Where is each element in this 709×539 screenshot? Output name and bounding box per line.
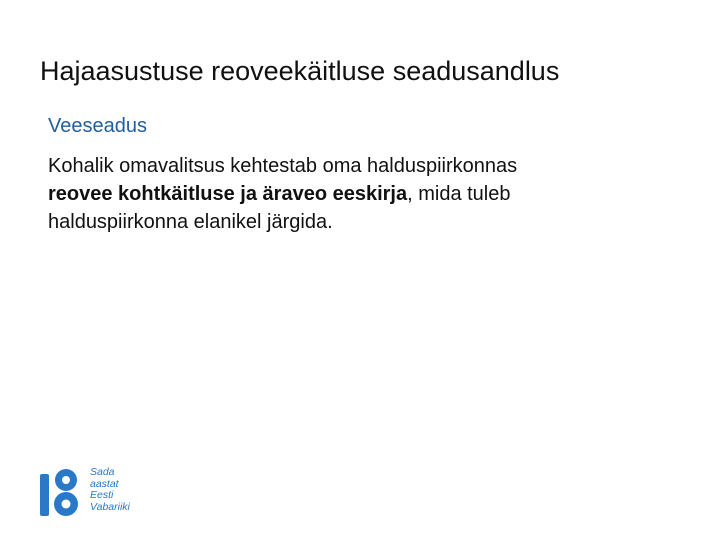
logo-line-3: Eesti [90, 489, 114, 501]
logo-wordmark [90, 467, 130, 513]
slide-title: Hajaasustuse reoveekäitluse seadusandlus [40, 56, 560, 86]
logo-line-1: Sada [90, 466, 115, 478]
body-line-1: Kohalik omavalitsus kehtestab oma halduspiirkonnas [48, 155, 518, 177]
body-line-3: halduspiirkonna elanikel järgida. [48, 211, 333, 233]
body-paragraph [48, 152, 688, 236]
body-line-2-rest: , mida tuleb [407, 183, 511, 205]
estonia-100-logo-icon [38, 466, 84, 518]
body-line-2 [48, 180, 688, 208]
subheading: Veeseadus [48, 115, 147, 137]
logo-line-4: Vabariiki [90, 500, 130, 513]
estonia-100-logo [38, 466, 138, 521]
logo-line-2: aastat [90, 477, 119, 490]
body-emphasis: reovee kohtkäitluse ja äraveo eeskirja [48, 183, 408, 205]
